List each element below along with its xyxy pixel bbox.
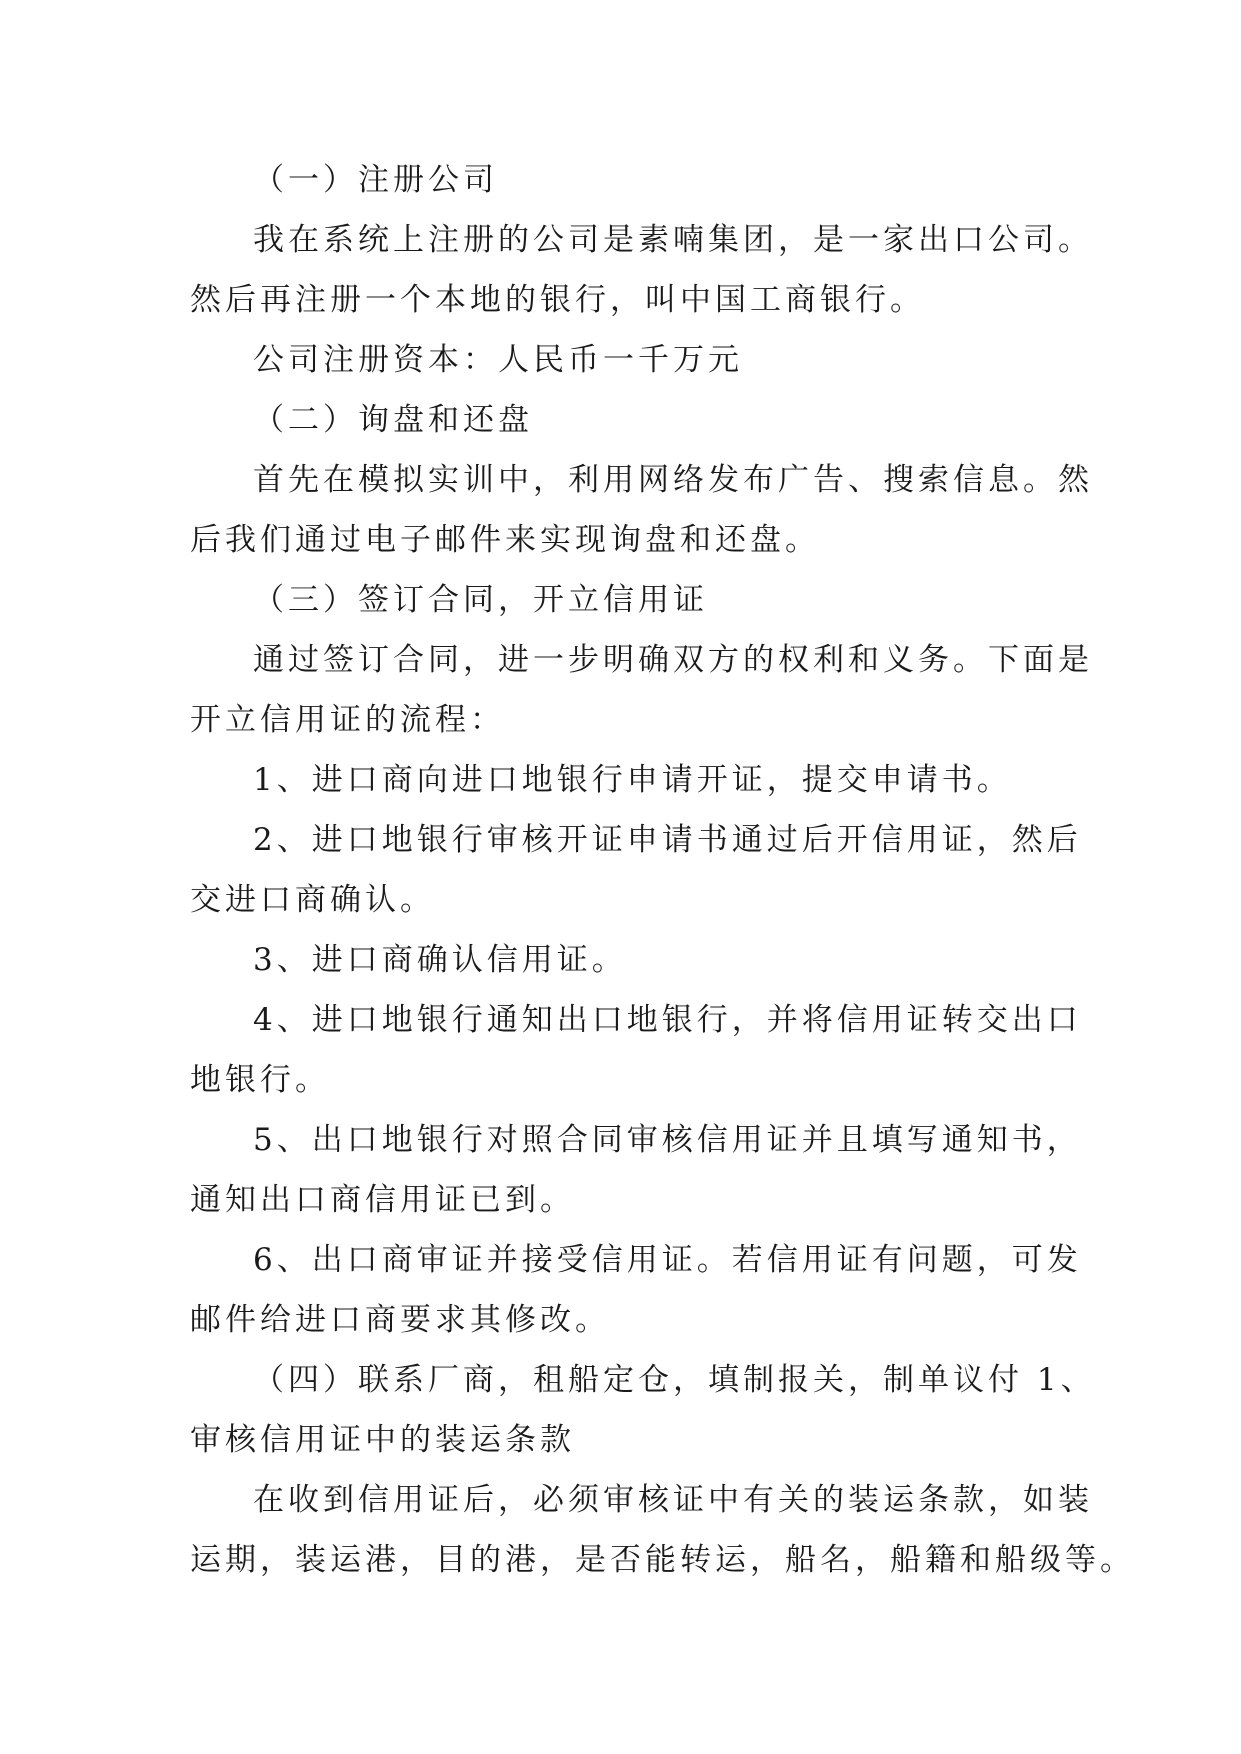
- list-item: 4、进口地银行通知出口地银行，并将信用证转交出口: [253, 1002, 1082, 1038]
- list-item: 5、出口地银行对照合同审核信用证并且填写通知书，: [253, 1122, 1082, 1158]
- list-item: 2、进口地银行审核开证申请书通过后开信用证，然后: [253, 822, 1082, 858]
- paragraph-line: 审核信用证中的装运条款: [190, 1422, 575, 1458]
- paragraph-line: 后我们通过电子邮件来实现询盘和还盘。: [190, 522, 820, 558]
- paragraph-line: 开立信用证的流程：: [190, 702, 505, 738]
- list-item: 1、进口商向进口地银行申请开证，提交申请书。: [253, 762, 1012, 798]
- list-item-continuation: 邮件给进口商要求其修改。: [190, 1302, 610, 1338]
- paragraph-line: 公司注册资本：人民币一千万元: [253, 342, 743, 378]
- heading-contract-letter-of-credit: （三）签订合同，开立信用证: [253, 582, 708, 618]
- list-item: 6、出口商审证并接受信用证。若信用证有问题，可发: [253, 1242, 1082, 1278]
- paragraph-line: 然后再注册一个本地的银行，叫中国工商银行。: [190, 282, 925, 318]
- heading-contact-manufacturers: （四）联系厂商，租船定仓，填制报关，制单议付 1、: [253, 1362, 1096, 1398]
- list-item-continuation: 交进口商确认。: [190, 882, 435, 918]
- list-item-continuation: 地银行。: [190, 1062, 330, 1098]
- paragraph-line: 在收到信用证后，必须审核证中有关的装运条款，如装: [253, 1482, 1093, 1518]
- paragraph-line: 首先在模拟实训中，利用网络发布广告、搜索信息。然: [253, 462, 1093, 498]
- heading-register-company: （一）注册公司: [253, 162, 498, 198]
- list-item-continuation: 通知出口商信用证已到。: [190, 1182, 575, 1218]
- document-page: [190, 150, 1135, 1590]
- paragraph-line: 运期，装运港，目的港，是否能转运，船名，船籍和船级等。: [190, 1542, 1135, 1578]
- paragraph-line: 我在系统上注册的公司是素喃集团，是一家出口公司。: [253, 222, 1093, 258]
- paragraph-line: 通过签订合同，进一步明确双方的权利和义务。下面是: [253, 642, 1093, 678]
- heading-inquiry-counteroffer: （二）询盘和还盘: [253, 402, 533, 438]
- list-item: 3、进口商确认信用证。: [253, 942, 627, 978]
